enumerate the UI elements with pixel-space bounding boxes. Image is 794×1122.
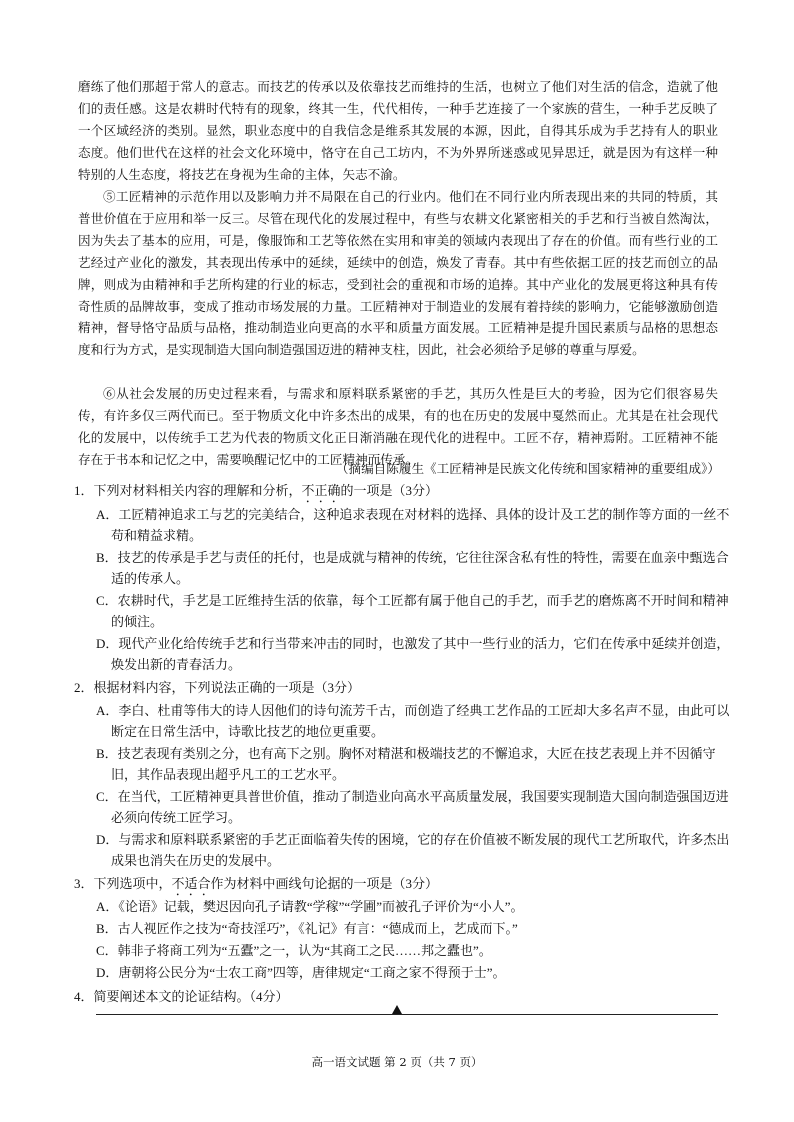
q3-stem-pre: 3．下列选项中， — [74, 876, 172, 891]
q1-option-d: D．现代产业化给传统手艺和行当带来冲击的同时，也激发了其中一些行业的活力，它们在传承中延续并创造，焕发出新的青春活力。 — [96, 636, 730, 672]
q3-option-b: B．古人视匠作之技为“奇技淫巧”，《礼记》有言：“德成而上，艺成而下。” — [96, 921, 518, 936]
q3-option-a: A．《论语》记载，樊迟因向孔子请教“学稼”“学圃”而被孔子评价为“小人”。 — [96, 899, 524, 914]
q3-emphasis: 不适合 — [171, 876, 211, 891]
q2-option-d: D．与需求和原料联系紧密的手艺正面临着失传的困境，它的存在价值被不断发展的现代工艺所取代，许多杰出成果也消失在历史的发展中。 — [96, 832, 730, 868]
passage-paragraph-5: ⑤工匠精神的示范作用以及影响力并不局限在自己的行业内。他们在不同行业内所表现出来的共同的特质，其普世价值在于应用和举一反三。尽管在现代化的发展过程中，有些与农耕文化紧密相关的手艺和行当被自然淘汰，因为失去了基本的应用，可是，像服饰和工艺等依然在实用和审美的领域内表现出了存在的价值。而有些行业的工艺经过产业化的激发，其表现出传承中的延续，延续中的创造，焕发了青春。其中有些依据工匠的技艺而创立的品牌，则成为由精神和手艺所构建的行业的标志，受到社会的重视和市场的追捧。其中产业化的发展更将这种具有传奇性质的品牌故事，变成了推动市场发展的力量。工匠精神对于制造业的发展有着持续的影响力，它能够激励创造精神，督导恪守品质与品格，推动制造业向更高的水平和质量方面发展。工匠精神是提升国民素质与品格的思想态度和行为方式，是实现制造大国向制造强国迈进的精神支柱，因此，社会必须给予足够的尊重与厚爱。 — [78, 189, 718, 358]
q2-option-b: B．技艺表现有类别之分，也有高下之别。胸怀对精湛和极端技艺的不懈追求，大匠在技艺表现上并不因循守旧，其作品表现出超乎凡工的工艺水平。 — [96, 746, 716, 782]
q3-option-c: C．韩非子将商工列为“五蠹”之一，认为“其商工之民……邦之蠹也”。 — [96, 943, 492, 958]
q1-stem-pre: 1．下列对材料相关内容的理解和分析， — [74, 483, 302, 498]
q2-option-a: A．李白、杜甫等伟大的诗人因他们的诗句流芳千古，而创造了经典工艺作品的工匠却大多名声不显，由此可以断定在日常生活中，诗歌比技艺的地位更重要。 — [96, 703, 730, 739]
q3-option-d: D．唐朝将公民分为“士农工商”四等，唐律规定“工商之家不得预于士”。 — [96, 965, 506, 980]
passage-paragraph-1: 磨练了他们那超于常人的意志。而技艺的传承以及依靠技艺而维持的生活，也树立了他们对生活的信念，造就了他们的责任感。这是农耕时代特有的现象，终其一生，代代相传，一种手艺连接了一个家族的营生，一种手艺反映了一个区域经济的类别。显然，职业态度中的自我信念是维系其发展的本源，因此，自得其乐成为手艺持有人的职业态度。他们世代在这样的社会文化环境中，恪守在自己工坊内，不为外界所迷惑或见异思迁，就是因为有这样一种特别的人生态度，将技艺在身视为生命的主体，矢志不渝。 — [78, 79, 718, 182]
q2-option-c: C．在当代，工匠精神更具普世价值，推动了制造业向高水平高质量发展，我国要实现制造大国向制造强国迈进必须向传统工匠学习。 — [96, 789, 729, 825]
question-4-stem: 4．简要阐述本文的论证结构。（4分） — [74, 989, 289, 1004]
question-2-stem: 2．根据材料内容，下列说法正确的一项是（3分） — [74, 680, 361, 695]
passage-source: （摘编自陈履生《工匠精神是民族文化传统和国家精神的重要组成》） — [335, 461, 720, 476]
triangle-marker-icon — [392, 1005, 402, 1014]
q1-stem-post: 的一项是（3分） — [340, 483, 439, 498]
q1-option-b: B．技艺的传承是手艺与责任的托付，也是成就与精神的传统，它往往深含私有性的特性，需要在血亲中甄选合适的传承人。 — [96, 550, 729, 586]
q1-option-a: A．工匠精神追求工与艺的完美结合，这种追求表现在对材料的选择、具体的设计及工艺的制作等方面的一丝不苟和精益求精。 — [96, 507, 730, 543]
passage-paragraph-6: ⑥从社会发展的历史过程来看，与需求和原料联系紧密的手艺，其历久性是巨大的考验，因为它们很容易失传，有许多仅三两代而已。至于物质文化中许多杰出的成果，有的也在历史的发展中戛然而止。尤其是在社会现代化的发展中，以传统手工艺为代表的物质文化正日渐消融在现代化的进程中。工匠不存，精神焉附。工匠精神不能存在于书本和记忆之中，需要唤醒记忆中的工匠精神而传承。 — [78, 386, 718, 467]
page-footer: 高一语文试题 第 2 页（共 7 页） — [311, 1055, 483, 1069]
q1-option-c: C．农耕时代，手艺是工匠维持生活的依靠，每个工匠都有属于他自己的手艺，而手艺的磨炼离不开时间和精神的倾注。 — [96, 593, 729, 629]
question-1-stem — [74, 480, 724, 506]
q1-emphasis: 不正确 — [301, 483, 341, 498]
q3-stem-post: 作为材料中画线句论据的一项是（3分） — [210, 876, 439, 891]
answer-line — [96, 1014, 718, 1015]
